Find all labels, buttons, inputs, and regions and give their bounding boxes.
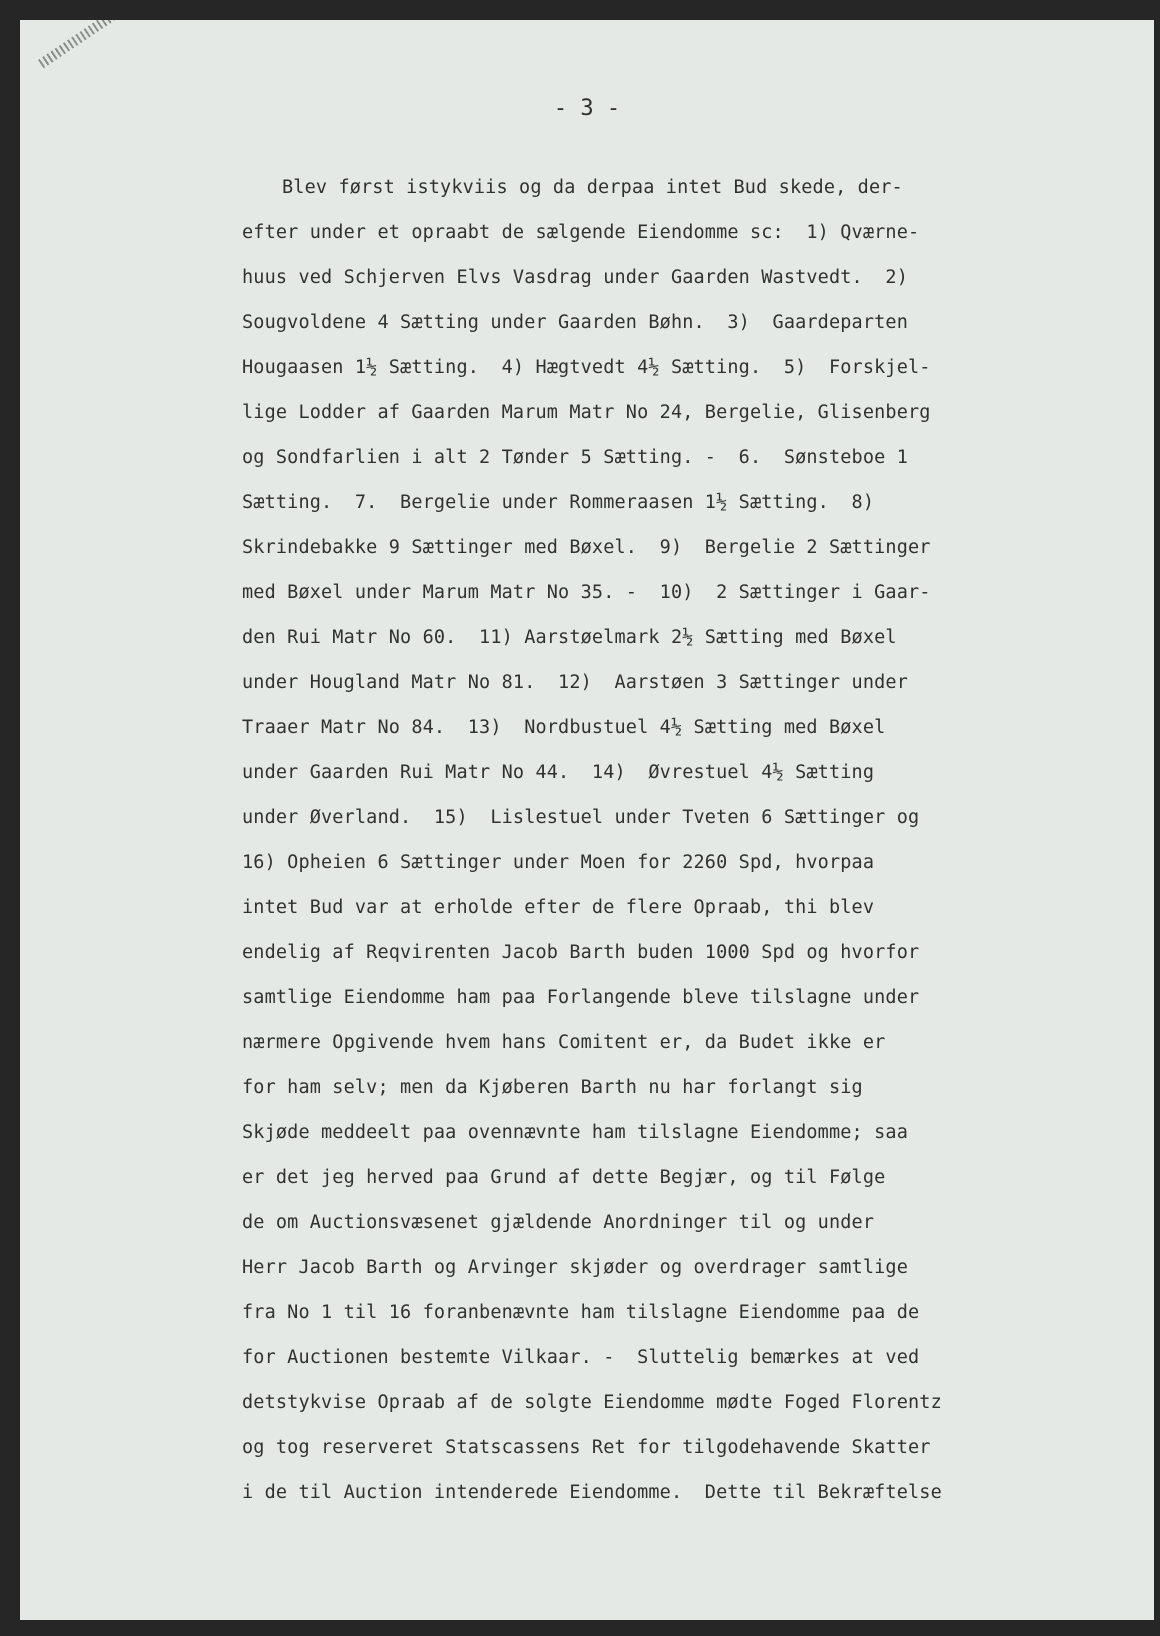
text-line: under Hougland Matr No 81. 12) Aarstøen 3 Sættinger under xyxy=(242,672,908,693)
text-line: 16) Opheien 6 Sættinger under Moen for 2260 Spd, hvorpaa xyxy=(242,852,875,873)
body-text xyxy=(242,165,942,1515)
text-line: huus ved Schjerven Elvs Vasdrag under Gaarden Wastvedt. 2) xyxy=(242,267,908,288)
document-page xyxy=(20,20,1154,1620)
text-line: intet Bud var at erholde efter de flere Opraab, thi blev xyxy=(242,897,875,918)
page-number: - 3 - xyxy=(553,96,621,121)
text-line: under Gaarden Rui Matr No 44. 14) Øvrestuel 4½ Sætting xyxy=(242,762,875,783)
text-line: Herr Jacob Barth og Arvinger skjøder og overdrager samtlige xyxy=(242,1257,908,1278)
text-line: for ham selv; men da Kjøberen Barth nu har forlangt sig xyxy=(242,1077,863,1098)
text-line: fra No 1 til 16 foranbenævnte ham tilslagne Eiendomme paa de xyxy=(242,1302,920,1323)
text-line: nærmere Opgivende hvem hans Comitent er, da Budet ikke er xyxy=(242,1032,886,1053)
text-line: samtlige Eiendomme ham paa Forlangende bleve tilslagne under xyxy=(242,987,920,1008)
text-line: efter under et opraabt de sælgende Eiendomme sc: 1) Qværne- xyxy=(242,222,920,243)
text-line: Hougaasen 1½ Sætting. 4) Hægtvedt 4½ Sætting. 5) Forskjel- xyxy=(242,357,931,378)
text-line: den Rui Matr No 60. 11) Aarstøelmark 2½ Sætting med Bøxel xyxy=(242,627,897,648)
text-line: og tog reserveret Statscassens Ret for tilgodehavende Skatter xyxy=(242,1437,931,1458)
text-line: med Bøxel under Marum Matr No 35. - 10) 2 Sættinger i Gaar- xyxy=(242,582,931,603)
text-line: for Auctionen bestemte Vilkaar. - Sluttelig bemærkes at ved xyxy=(242,1347,920,1368)
text-line: i de til Auction intenderede Eiendomme. Dette til Bekræftelse xyxy=(242,1482,942,1503)
text-line: detstykvise Opraab af de solgte Eiendomme mødte Foged Florentz xyxy=(242,1392,942,1413)
text-line: er det jeg herved paa Grund af dette Begjær, og til Følge xyxy=(242,1167,886,1188)
text-line: lige Lodder af Gaarden Marum Matr No 24, Bergelie, Glisenberg xyxy=(242,402,931,423)
text-line: Skjøde meddeelt paa ovennævnte ham tilslagne Eiendomme; saa xyxy=(242,1122,908,1143)
text-line: og Sondfarlien i alt 2 Tønder 5 Sætting. - 6. Sønsteboe 1 xyxy=(242,447,908,468)
text-line: under Øverland. 15) Lislestuel under Tveten 6 Sættinger og xyxy=(242,807,920,828)
text-line: Blev først istykviis og da derpaa intet Bud skede, der- xyxy=(282,177,903,198)
text-line: Sætting. 7. Bergelie under Rommeraasen 1½ Sætting. 8) xyxy=(242,492,875,513)
text-line: Sougvoldene 4 Sætting under Gaarden Bøhn. 3) Gaardeparten xyxy=(242,312,908,333)
edge-hatch-mark xyxy=(38,20,123,68)
text-line: endelig af Reqvirenten Jacob Barth buden 1000 Spd og hvorfor xyxy=(242,942,920,963)
text-line: Traaer Matr No 84. 13) Nordbustuel 4½ Sætting med Bøxel xyxy=(242,717,886,738)
text-line: Skrindebakke 9 Sættinger med Bøxel. 9) Bergelie 2 Sættinger xyxy=(242,537,931,558)
text-line: de om Auctionsvæsenet gjældende Anordninger til og under xyxy=(242,1212,875,1233)
